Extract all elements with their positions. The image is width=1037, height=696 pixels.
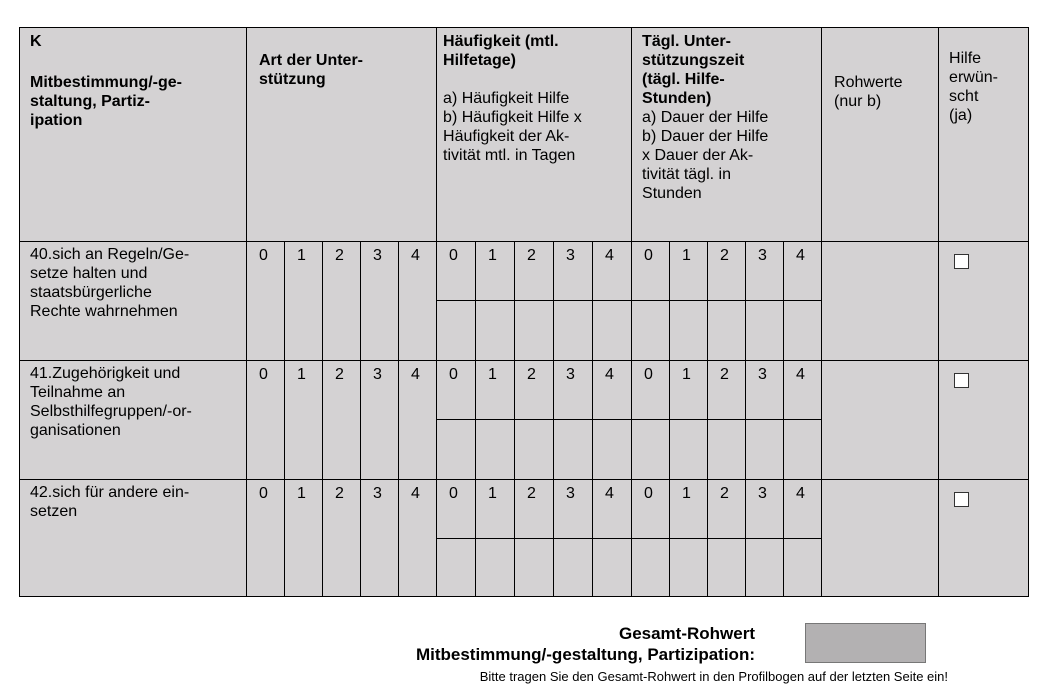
taegl-entry-cell[interactable] [784, 539, 822, 597]
taegl-entry-cell[interactable] [708, 301, 746, 361]
taegl-option-1[interactable]: 1 [670, 360, 708, 420]
haeufigkeit-entry-cell[interactable] [593, 420, 632, 480]
taegl-entry-cell[interactable] [670, 539, 708, 597]
taegl-option-4[interactable]: 4 [784, 479, 822, 539]
hilfe-cell [939, 479, 1029, 596]
section-header-cell [20, 28, 247, 242]
art-option-2[interactable]: 2 [323, 241, 361, 360]
art-option-2[interactable]: 2 [323, 360, 361, 479]
rohwerte-header-cell [822, 28, 939, 242]
taegl-option-0[interactable]: 0 [632, 360, 670, 420]
art-option-4[interactable]: 4 [399, 241, 437, 360]
hilfe-checkbox[interactable] [954, 254, 969, 269]
haeufigkeit-entry-cell[interactable] [593, 539, 632, 597]
hilfe-cell [939, 360, 1029, 479]
rohwerte-cell[interactable] [822, 360, 939, 479]
taegl-entry-cell[interactable] [708, 539, 746, 597]
haeufigkeit-option-4[interactable]: 4 [593, 360, 632, 420]
haeufigkeit-option-3[interactable]: 3 [554, 241, 593, 301]
hilfe-checkbox[interactable] [954, 492, 969, 507]
haeufigkeit-entry-cell[interactable] [554, 420, 593, 480]
taegl-option-1[interactable]: 1 [670, 241, 708, 301]
taegl-option-3[interactable]: 3 [746, 360, 784, 420]
section-title: Mitbestimmung/-ge- staltung, Partiz- ipation [30, 74, 182, 129]
haeufigkeit-entry-cell[interactable] [554, 301, 593, 361]
total-rawscore-label: Gesamt-Rohwert Mitbestimmung/-gestaltung, Partizipation: [415, 624, 755, 664]
haeufigkeit-entry-cell[interactable] [554, 539, 593, 597]
haeufigkeit-entry-cell[interactable] [476, 420, 515, 480]
taegl-option-3[interactable]: 3 [746, 241, 784, 301]
taegl-entry-cell[interactable] [670, 301, 708, 361]
haeufigkeit-option-1[interactable]: 1 [476, 479, 515, 539]
art-option-0[interactable]: 0 [247, 241, 285, 360]
art-option-1[interactable]: 1 [285, 479, 323, 596]
art-option-0[interactable]: 0 [247, 479, 285, 596]
art-option-4[interactable]: 4 [399, 479, 437, 596]
taegl-option-2[interactable]: 2 [708, 479, 746, 539]
taegl-option-3[interactable]: 3 [746, 479, 784, 539]
taegl-header-title: Tägl. Unter- stützungszeit (tägl. Hilfe- Stunden) [642, 33, 745, 107]
haeufigkeit-option-4[interactable]: 4 [593, 479, 632, 539]
haeufigkeit-option-2[interactable]: 2 [515, 241, 554, 301]
taegl-entry-cell[interactable] [784, 301, 822, 361]
hilfe-checkbox[interactable] [954, 373, 969, 388]
header-row [20, 28, 1029, 242]
art-header-title: Art der Unter- stützung [259, 52, 364, 88]
item-label: 40.sich an Regeln/Ge- setze halten und staatsbürgerliche Rechte wahrnehmen [20, 241, 247, 360]
haeufigkeit-entry-cell[interactable] [515, 539, 554, 597]
art-option-3[interactable]: 3 [361, 360, 399, 479]
section-letter: K [30, 33, 42, 50]
taegl-entry-cell[interactable] [784, 420, 822, 480]
hilfe-header-cell [939, 28, 1029, 242]
haeufigkeit-header-title: Häufigkeit (mtl. Hilfetage) [443, 33, 559, 69]
art-header-cell [247, 28, 437, 242]
item-label: 41.Zugehörigkeit und Teilnahme an Selbsthilfegruppen/-or- ganisationen [20, 360, 247, 479]
taegl-entry-cell[interactable] [746, 301, 784, 361]
haeufigkeit-option-4[interactable]: 4 [593, 241, 632, 301]
art-option-1[interactable]: 1 [285, 360, 323, 479]
haeufigkeit-option-1[interactable]: 1 [476, 241, 515, 301]
rohwerte-header-label: Rohwerte (nur b) [834, 74, 903, 110]
haeufigkeit-option-3[interactable]: 3 [554, 360, 593, 420]
item-label: 42.sich für andere ein- setzen [20, 479, 247, 596]
total-rawscore-field[interactable] [805, 623, 926, 663]
total-rawscore-note: Bitte tragen Sie den Gesamt-Rohwert in den Profilbogen auf der letzten Seite ein! [479, 669, 948, 684]
taegl-option-1[interactable]: 1 [670, 479, 708, 539]
taegl-entry-cell[interactable] [632, 301, 670, 361]
rohwerte-cell[interactable] [822, 479, 939, 596]
rohwerte-cell[interactable] [822, 241, 939, 360]
haeufigkeit-option-1[interactable]: 1 [476, 360, 515, 420]
taegl-entry-cell[interactable] [670, 420, 708, 480]
taegl-option-2[interactable]: 2 [708, 241, 746, 301]
assessment-table [19, 27, 1029, 597]
haeufigkeit-option-2[interactable]: 2 [515, 479, 554, 539]
haeufigkeit-option-0[interactable]: 0 [437, 360, 476, 420]
taegl-option-4[interactable]: 4 [784, 360, 822, 420]
haeufigkeit-header-cell [437, 28, 632, 242]
taegl-entry-cell[interactable] [632, 539, 670, 597]
haeufigkeit-entry-cell[interactable] [437, 301, 476, 361]
art-option-2[interactable]: 2 [323, 479, 361, 596]
taegl-entry-cell[interactable] [746, 539, 784, 597]
hilfe-cell [939, 241, 1029, 360]
art-option-1[interactable]: 1 [285, 241, 323, 360]
haeufigkeit-option-0[interactable]: 0 [437, 479, 476, 539]
haeufigkeit-header-desc: a) Häufigkeit Hilfe b) Häufigkeit Hilfe x Häufigkeit der Ak- tivität mtl. in Tagen [443, 90, 582, 164]
item-row [20, 360, 1029, 420]
hilfe-header-label: Hilfe erwün- scht (ja) [949, 50, 998, 124]
taegl-header-desc: a) Dauer der Hilfe b) Dauer der Hilfe x Dauer der Ak- tivität tägl. in Stunden [642, 109, 769, 202]
item-row [20, 241, 1029, 301]
taegl-option-0[interactable]: 0 [632, 479, 670, 539]
taegl-entry-cell[interactable] [708, 420, 746, 480]
haeufigkeit-entry-cell[interactable] [437, 420, 476, 480]
haeufigkeit-entry-cell[interactable] [476, 301, 515, 361]
haeufigkeit-entry-cell[interactable] [476, 539, 515, 597]
taegl-option-0[interactable]: 0 [632, 241, 670, 301]
art-option-0[interactable]: 0 [247, 360, 285, 479]
haeufigkeit-entry-cell[interactable] [515, 301, 554, 361]
art-option-3[interactable]: 3 [361, 479, 399, 596]
item-row [20, 479, 1029, 539]
taegl-header-cell [632, 28, 822, 242]
taegl-entry-cell[interactable] [632, 420, 670, 480]
haeufigkeit-entry-cell[interactable] [437, 539, 476, 597]
art-option-4[interactable]: 4 [399, 360, 437, 479]
taegl-option-4[interactable]: 4 [784, 241, 822, 301]
taegl-entry-cell[interactable] [746, 420, 784, 480]
haeufigkeit-entry-cell[interactable] [593, 301, 632, 361]
taegl-option-2[interactable]: 2 [708, 360, 746, 420]
haeufigkeit-option-0[interactable]: 0 [437, 241, 476, 301]
haeufigkeit-entry-cell[interactable] [515, 420, 554, 480]
haeufigkeit-option-2[interactable]: 2 [515, 360, 554, 420]
art-option-3[interactable]: 3 [361, 241, 399, 360]
haeufigkeit-option-3[interactable]: 3 [554, 479, 593, 539]
